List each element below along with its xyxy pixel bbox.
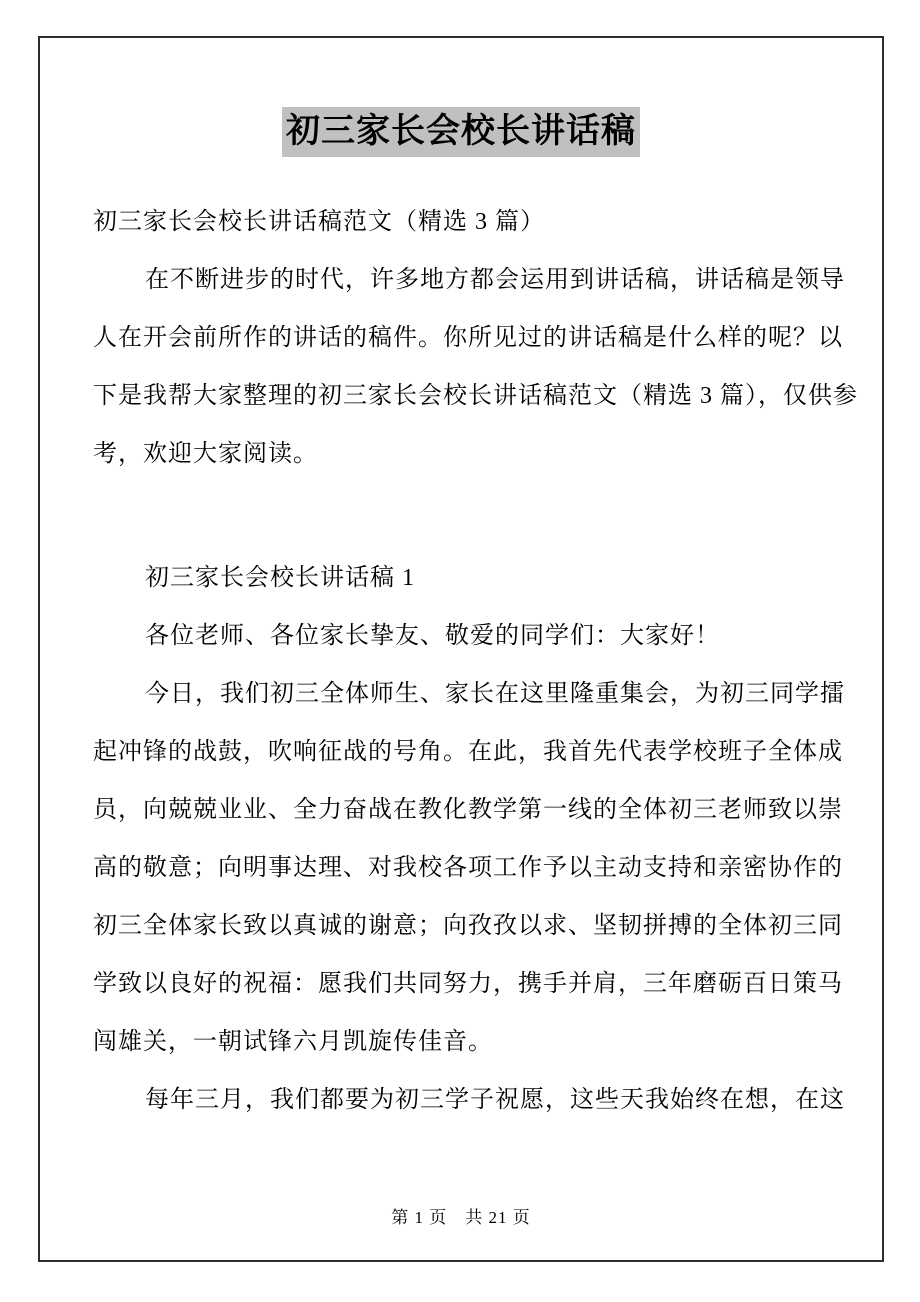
text-line: 高的敬意；向明事达理、对我校各项工作予以主动支持和亲密协作的	[93, 855, 843, 881]
text-line: 员，向兢兢业业、全力奋战在教化教学第一线的全体初三老师致以崇	[93, 797, 843, 823]
text-line: 每年三月，我们都要为初三学子祝愿，这些天我始终在想，在这	[145, 1087, 845, 1113]
text-line: 起冲锋的战鼓，吹响征战的号角。在此，我首先代表学校班子全体成	[93, 739, 843, 765]
page-footer	[40, 1206, 882, 1230]
text-line: 初三家长会校长讲话稿 1	[145, 565, 415, 591]
document-page	[38, 36, 884, 1262]
text-line: 学致以良好的祝福：愿我们共同努力，携手并肩，三年磨砺百日策马	[93, 971, 843, 997]
footer-page-number: 第 1 页 共 21 页	[391, 1208, 531, 1227]
text-line: 今日，我们初三全体师生、家长在这里隆重集会，为初三同学擂	[145, 681, 845, 707]
text-line: 考，欢迎大家阅读。	[93, 441, 318, 467]
page-title: 初三家长会校长讲话稿	[282, 107, 640, 157]
text-line: 闯雄关，一朝试锋六月凯旋传佳音。	[93, 1029, 493, 1055]
text-line: 人在开会前所作的讲话的稿件。你所见过的讲话稿是什么样的呢？以	[93, 325, 843, 351]
document-body	[93, 193, 862, 1129]
title-row	[40, 107, 882, 157]
text-line: 下是我帮大家整理的初三家长会校长讲话稿范文（精选 3 篇），仅供参	[93, 383, 858, 409]
text-line: 初三全体家长致以真诚的谢意；向孜孜以求、坚韧拼搏的全体初三同	[93, 913, 843, 939]
text-line: 初三家长会校长讲话稿范文（精选 3 篇）	[93, 209, 545, 235]
text-line: 在不断进步的时代，许多地方都会运用到讲话稿，讲话稿是领导	[145, 267, 845, 293]
text-line: 各位老师、各位家长挚友、敬爱的同学们：大家好！	[145, 623, 720, 649]
blank-line	[93, 483, 862, 549]
